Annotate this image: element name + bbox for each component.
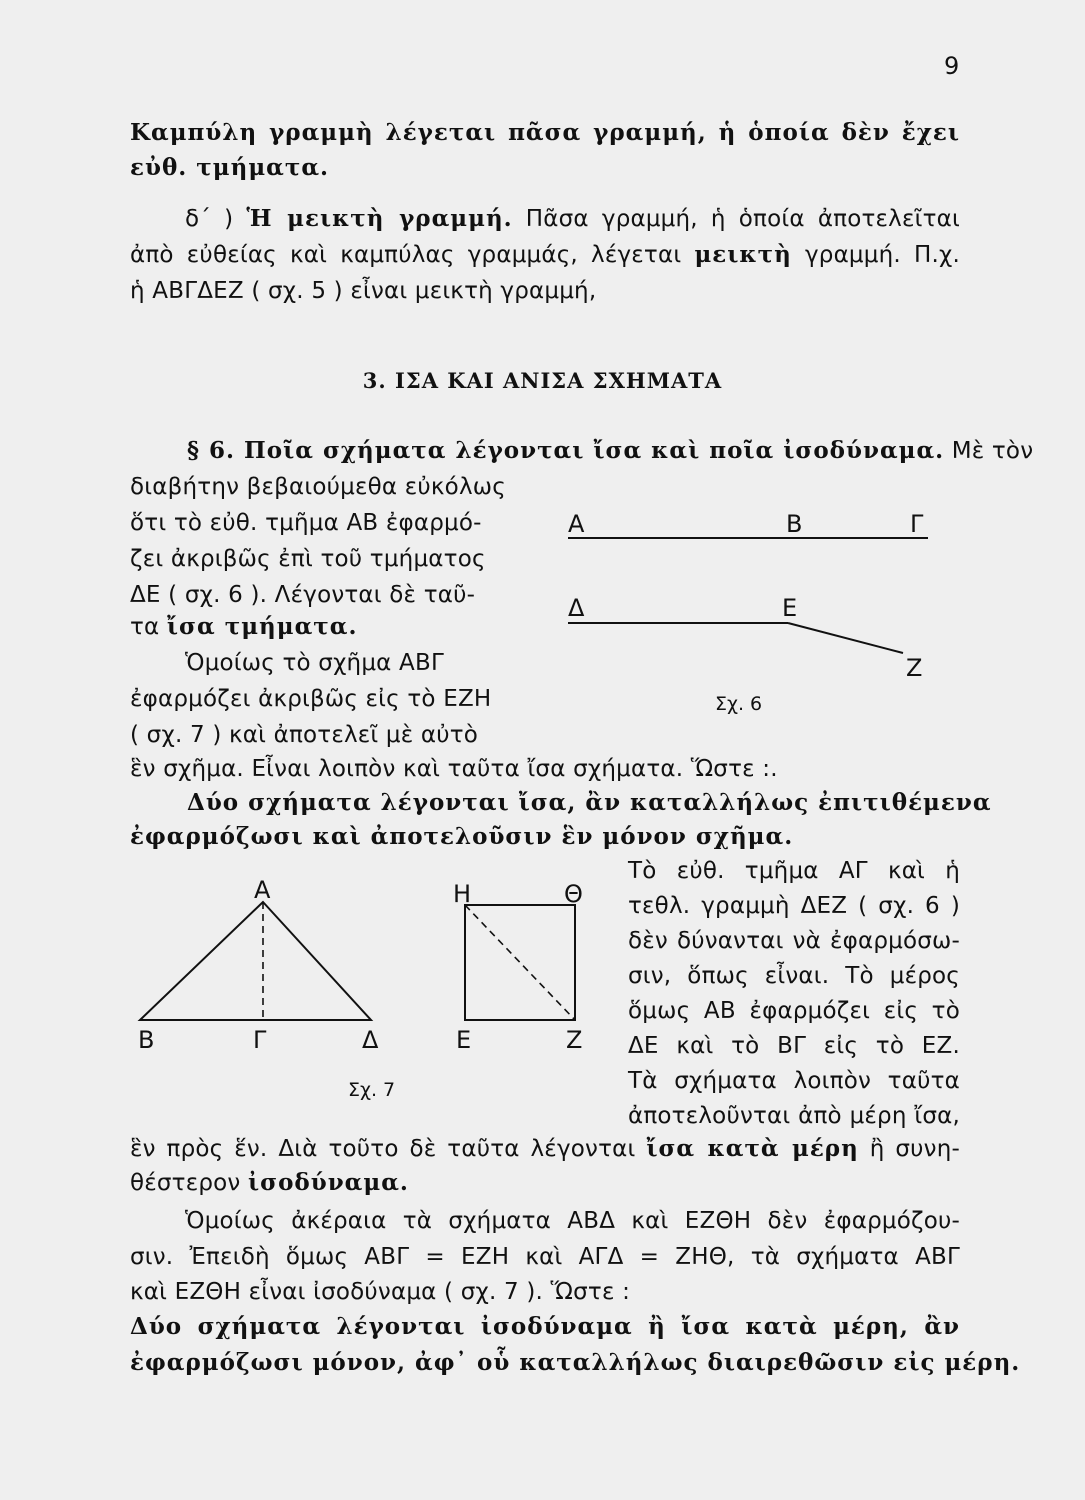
paragraph-text: γραμμή. Π.χ.: [791, 242, 961, 268]
label-G: Γ: [253, 1026, 267, 1054]
bold-term: ἴσα κατὰ μέρη: [646, 1135, 859, 1162]
label-B: Β: [786, 510, 803, 538]
curve-definition-line-1: Καμπύλη γραμμὴ λέγεται πᾶσα γραμμή, ἡ ὁποία δὲν ἔχει: [130, 119, 960, 146]
section-6-line-5: ΔΕ ( σχ. 6 ). Λέγονται δὲ ταῦ-: [130, 582, 476, 608]
mixed-line-paragraph-line-2: [130, 240, 960, 270]
right-column-line-4: σιν, ὅπως εἶναι. Τὸ μέρος: [628, 963, 960, 989]
right-column-line-5: ὅμως ΑΒ ἐφαρμόζει εἰς τὸ: [628, 998, 960, 1024]
right-column-line-1: Τὸ εὐθ. τμῆμα ΑΓ καὶ ἡ: [628, 858, 960, 884]
figure-6: [560, 508, 960, 723]
equal-figures-definition-line-2: ἐφαρμόζωσι καὶ ἀποτελοῦσιν ἓν μόνον σχῆμα.: [130, 823, 794, 850]
paragraph-text: Μὲ τὸν: [944, 438, 1034, 464]
equivalent-paragraph-line-2: σιν. Ἐπειδὴ ὅμως ΑΒΓ = ΕΖΗ καὶ ΑΓΔ = ΖΗΘ, τὰ σχήματα ΑΒΓ: [130, 1244, 960, 1270]
mixed-line-paragraph-line-3: ἡ ΑΒΓΔΕΖ ( σχ. 5 ) εἶναι μεικτὴ γραμμή,: [130, 278, 597, 304]
section-6-title: § 6. Ποῖα σχήματα λέγονται ἴσα καὶ ποῖα ἰσοδύναμα.: [187, 437, 945, 464]
equal-by-parts-line-2: [130, 1168, 409, 1198]
label-A: Α: [254, 876, 271, 904]
right-column-line-8: ἀποτελοῦνται ἀπὸ μέρη ἴσα,: [628, 1103, 960, 1129]
right-column-line-7: Τὰ σχήματα λοιπὸν ταῦτα: [628, 1068, 960, 1094]
page-number: 9: [944, 52, 960, 80]
section-6-line-1: [187, 436, 1034, 466]
section-heading: 3. ΙΣΑ ΚΑΙ ΑΝΙΣΑ ΣΧΗΜΑΤΑ: [362, 368, 723, 393]
paragraph-text: ἓν πρὸς ἕν. Διὰ τοῦτο δὲ ταῦτα λέγονται: [130, 1136, 647, 1162]
paragraph-text: Πᾶσα γραμμή, ἡ ὁποία ἀποτελεῖται: [512, 206, 960, 232]
similarly-line-1: Ὁμοίως τὸ σχῆμα ΑΒΓ: [185, 650, 444, 676]
equivalent-definition-line-1: Δύο σχήματα λέγονται ἰσοδύναμα ἢ ἴσα κατὰ μέρη, ἂν: [130, 1313, 960, 1340]
similarly-line-3: ( σχ. 7 ) καὶ ἀποτελεῖ μὲ αὐτὸ: [130, 722, 479, 748]
similarly-line-4: ἓν σχῆμα. Εἶναι λοιπὸν καὶ ταῦτα ἴσα σχήματα. Ὥστε :.: [130, 756, 778, 782]
right-column-line-3: δὲν δύνανται νὰ ἐφαρμόσω-: [628, 928, 960, 954]
equal-by-parts-line-1: [130, 1134, 960, 1164]
section-6-line-3: ὅτι τὸ εὐθ. τμῆμα ΑΒ ἐφαρμό-: [130, 510, 482, 536]
paragraph-text: τα: [130, 614, 167, 640]
mixed-line-term: Ἡ μεικτὴ γραμμή.: [246, 205, 513, 232]
curve-definition-line-2: εὐθ. τμήματα.: [130, 154, 330, 181]
label-E: Ε: [782, 594, 798, 622]
equal-figures-definition-line-1: Δύο σχήματα λέγονται ἴσα, ἂν καταλλήλως ἐπιτιθέμενα: [187, 789, 992, 816]
equivalent-paragraph-line-3: καὶ ΕΖΘΗ εἶναι ἰσοδύναμα ( σχ. 7 ). Ὥστε :: [130, 1279, 631, 1305]
paragraph-text: ἢ συνη-: [858, 1136, 960, 1162]
right-column-line-6: ΔΕ καὶ τὸ ΒΓ εἰς τὸ ΕΖ.: [628, 1033, 960, 1059]
figure-7: [130, 872, 600, 1107]
label-D: Δ: [568, 594, 585, 622]
figure-7-caption: Σχ. 7: [348, 1079, 396, 1101]
label-Th: Θ: [564, 880, 583, 908]
label-E: Ε: [456, 1026, 472, 1054]
section-6-line-6: [130, 612, 357, 642]
label-B: Β: [138, 1026, 155, 1054]
label-A: Α: [568, 510, 585, 538]
label-H: Η: [453, 880, 472, 908]
bold-term: ἰσοδύναμα.: [248, 1169, 409, 1196]
diagonal-HZ: [465, 905, 575, 1020]
similarly-line-2: ἐφαρμόζει ἀκριβῶς εἰς τὸ ΕΖΗ: [130, 686, 492, 712]
label-Z: Ζ: [906, 654, 923, 682]
paragraph-text: θέστερον: [130, 1170, 248, 1196]
figure-6-caption: Σχ. 6: [715, 693, 763, 715]
triangle-ABD: [140, 902, 371, 1020]
bold-term: μεικτὴ: [694, 241, 792, 268]
equivalent-definition-line-2: ἐφαρμόζωσι μόνον, ἀφ᾿ οὗ καταλλήλως διαιρεθῶσιν εἰς μέρη.: [130, 1349, 1021, 1376]
right-column-line-2: τεθλ. γραμμὴ ΔΕΖ ( σχ. 6 ): [628, 893, 960, 919]
bold-term: ἴσα τμήματα.: [166, 613, 358, 640]
label-D: Δ: [362, 1026, 379, 1054]
label-Z: Ζ: [566, 1026, 583, 1054]
section-6-line-2: διαβήτην βεβαιούμεθα εὐκόλως: [130, 474, 506, 500]
item-number: δ΄ ): [185, 206, 247, 232]
section-6-line-4: ζει ἀκριβῶς ἐπὶ τοῦ τμήματος: [130, 546, 486, 572]
label-G: Γ: [910, 510, 924, 538]
segment-EZ: [788, 623, 903, 653]
paragraph-text: ἀπὸ εὐθείας καὶ καμπύλας γραμμάς, λέγεται: [130, 242, 695, 268]
equivalent-paragraph-line-1: Ὁμοίως ἀκέραια τὰ σχήματα ΑΒΔ καὶ ΕΖΘΗ δὲν ἐφαρμόζου-: [185, 1208, 960, 1234]
mixed-line-paragraph-line-1: [185, 204, 960, 234]
